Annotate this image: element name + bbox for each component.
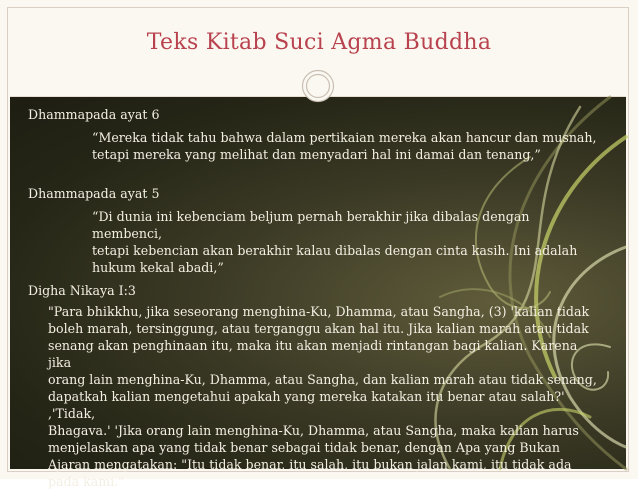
quote-line: Bhagava.' 'Jika orang lain menghina-Ku, Dhamma, atau Sangha, maka kalian harus bbox=[48, 423, 579, 438]
quote-dhammapada-5 bbox=[92, 208, 602, 276]
quote-line: boleh marah, tersinggung, atau terganggu akan hal itu. Jika kalian marah atau tidak bbox=[48, 321, 589, 336]
quote-line: “Di dunia ini kebenciam beljum pernah berakhir jika dibalas dengan membenci, bbox=[92, 209, 530, 241]
quote-dhammapada-6 bbox=[92, 129, 602, 163]
reference-dhammapada-5: Dhammapada ayat 5 bbox=[28, 186, 160, 201]
quote-line: hukum kekal abadi,” bbox=[92, 260, 224, 275]
quote-line: dapatkah kalian mengetahui apakah yang mereka katakan itu benar atau salah?' ,'Tidak, bbox=[48, 389, 565, 421]
quote-line: "Para bhikkhu, jika seseorang menghina-Ku, Dhamma, atau Sangha, (3) 'kalian tidak bbox=[48, 304, 590, 319]
quote-line: Ajaran mengatakan: "Itu tidak benar, itu salah, itu bukan jalan kami, itu tidak ada bbox=[48, 457, 572, 472]
slide-title: Teks Kitab Suci Agma Buddha bbox=[146, 30, 492, 55]
reference-digha-nikaya: Digha Nikaya I:3 bbox=[28, 283, 136, 298]
reference-dhammapada-6: Dhammapada ayat 6 bbox=[28, 107, 160, 122]
content-text bbox=[10, 97, 626, 489]
quote-line: menjelaskan apa yang tidak benar sebagai tidak benar, dengan Apa yang Bukan bbox=[48, 440, 560, 455]
quote-line: senang akan penghinaan itu, maka itu akan menjadi rintangan bagi kalian. Karena jika bbox=[48, 338, 578, 370]
quote-line: “Mereka tidak tahu bahwa dalam pertikaian mereka akan hancur dan musnah, bbox=[92, 130, 597, 145]
quote-line: orang lain menghina-Ku, Dhamma, atau Sangha, dan kalian marah atau tidak senang, bbox=[48, 372, 597, 387]
quote-line: tetapi mereka yang melihat dan menyadari hal ini damai dan tenang,” bbox=[92, 147, 541, 162]
quote-line: pada kami." bbox=[48, 474, 125, 489]
quote-line: tetapi kebencian akan berakhir kalau dibalas dengan cinta kasih. Ini adalah bbox=[92, 243, 578, 258]
quote-digha-nikaya bbox=[48, 303, 600, 490]
